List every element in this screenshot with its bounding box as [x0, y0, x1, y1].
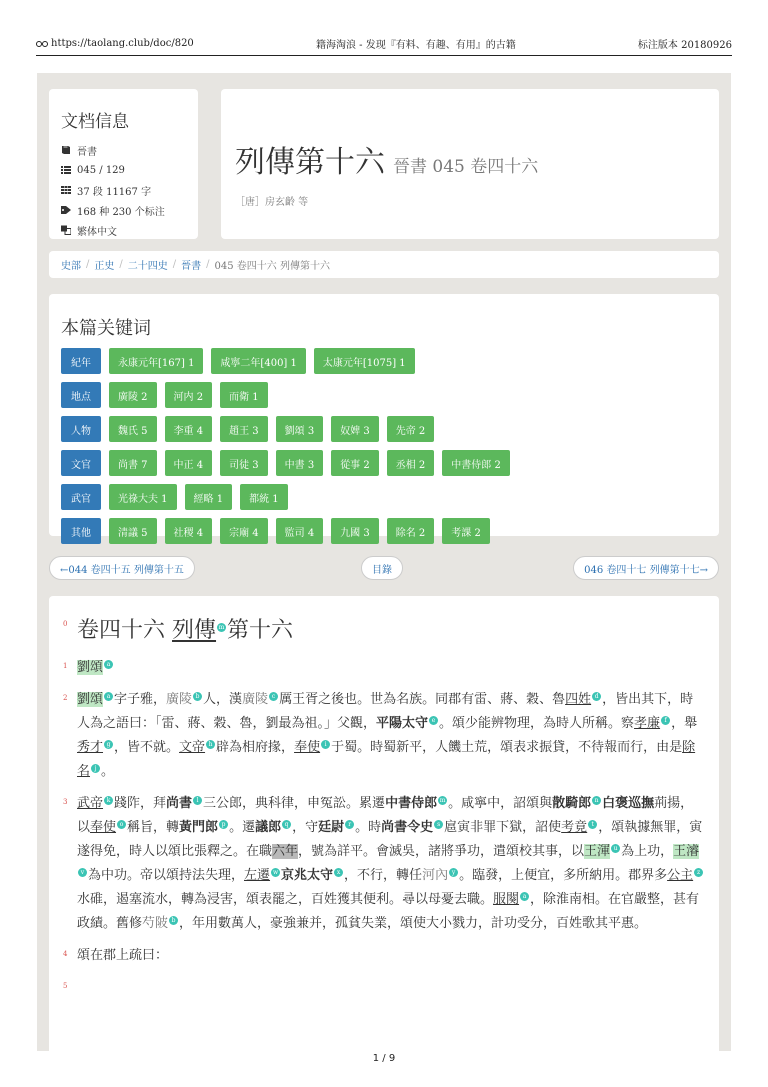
annotation-marker[interactable]: f [661, 716, 670, 725]
text-segment: 。咸寧中，詔頌與 [448, 796, 553, 811]
annotation-marker[interactable]: o [117, 820, 126, 829]
paragraph-3 [63, 792, 705, 936]
keyword-tag[interactable]: 光祿大夫 1 [109, 484, 177, 510]
doc-title-card [221, 89, 719, 239]
keyword-category-label: 武官 [61, 484, 101, 510]
keyword-row [61, 518, 707, 544]
print-header [36, 36, 732, 56]
list-icon [61, 165, 71, 175]
text-segment: ，皆不就。 [114, 740, 180, 755]
keyword-tag[interactable]: 奴婢 3 [331, 416, 379, 442]
text-segment: 辟為相府掾， [216, 740, 295, 755]
annotation-marker[interactable]: b [193, 692, 202, 701]
chapter-heading-number: 第十六 [227, 618, 294, 643]
keyword-row [61, 348, 707, 374]
text-segment: 。臨發，上便宜，多所納用。郡界多 [459, 868, 668, 883]
keyword-tag[interactable]: 經略 1 [185, 484, 233, 510]
keyword-tag[interactable]: 除名 2 [387, 518, 435, 544]
grid-icon [61, 185, 71, 195]
keyword-tag[interactable]: 太康元年[1075] 1 [314, 348, 415, 374]
annotation-marker[interactable]: k [104, 796, 113, 805]
text-segment: 為中功。帝以頌持法失理， [88, 868, 245, 883]
info-language-text: 繁体中文 [77, 226, 117, 238]
annotation-marker[interactable]: m [218, 623, 225, 631]
annotation-marker[interactable]: a [104, 692, 113, 701]
site-title: 籍海淘浪 - 发现『有料、有趣、有用』的古籍 [315, 40, 516, 51]
annotation-marker[interactable]: e [429, 716, 438, 725]
office-term[interactable]: 尚書 [166, 796, 193, 811]
info-row-stats [61, 180, 186, 200]
url-label: https://taolang.club/doc/820 [51, 38, 194, 49]
paragraph-2 [63, 688, 705, 784]
keyword-tag[interactable]: 從事 2 [331, 450, 379, 476]
term[interactable]: 服闋 [493, 892, 520, 907]
keywords-title: 本篇关键词 [61, 318, 151, 339]
place-term[interactable]: 芍陂 [142, 916, 169, 931]
term[interactable]: 武帝 [77, 796, 104, 811]
info-row-book [61, 140, 186, 160]
keyword-tag[interactable]: 中正 4 [165, 450, 213, 476]
keyword-tag[interactable]: 中書 3 [276, 450, 324, 476]
annotation-marker[interactable]: m [439, 796, 446, 804]
paragraph-number: 3 [63, 798, 68, 806]
annotation-marker[interactable]: h [206, 740, 215, 749]
keyword-tag[interactable]: 河内 2 [165, 382, 213, 408]
term[interactable]: 奉使 [90, 820, 117, 835]
annotation-marker[interactable]: q [282, 820, 291, 829]
paragraph-number: 2 [63, 694, 68, 702]
text-segment: 荊揚，以 [77, 796, 694, 835]
annotation-marker[interactable]: l [193, 796, 202, 805]
text-segment: ，守 [292, 820, 319, 835]
keyword-tag[interactable]: 先帝 2 [387, 416, 435, 442]
breadcrumb-separator: / [206, 259, 210, 270]
text-segment: 。頌少能辨物理，為時人所稱。察 [439, 716, 635, 731]
keyword-row [61, 382, 707, 408]
office-term[interactable]: 京兆太守 [281, 868, 334, 883]
tags-icon [61, 205, 71, 215]
next-chapter-button[interactable]: 046 卷四十七 列傳第十七→ [573, 556, 719, 580]
paragraph-1 [63, 656, 705, 680]
book-icon [61, 145, 71, 155]
annotation-marker[interactable]: t [588, 820, 597, 829]
annotation-marker[interactable]: s [434, 820, 443, 829]
annotation-marker[interactable]: w [272, 868, 279, 876]
language-icon [61, 225, 71, 235]
paragraph-number: 0 [63, 620, 68, 628]
text-segment: ，除淮南相。在官嚴整，甚有政績。舊修 [77, 892, 700, 931]
term[interactable]: 孝廉 [634, 716, 661, 731]
keyword-tag[interactable]: 尚書 7 [109, 450, 157, 476]
annotation-marker[interactable]: y [449, 868, 458, 877]
office-term[interactable]: 廷尉 [318, 820, 345, 835]
office-term[interactable]: 黃門郎 [179, 820, 219, 835]
page-title: 列傳第十六 [235, 145, 385, 180]
text-segment: 白褒巡撫 [602, 796, 655, 811]
paragraph-text [77, 656, 114, 680]
paragraph-5 [63, 976, 705, 990]
text-segment: 扈寅非罪下獄，詔使 [444, 820, 562, 835]
keyword-tag[interactable]: 九國 3 [331, 518, 379, 544]
text-segment: 字子雅， [114, 692, 167, 707]
annotation-marker[interactable]: j [91, 764, 100, 773]
link-icon [36, 41, 48, 47]
paragraph-text: 頌在郡上疏曰： [77, 948, 169, 963]
date-term[interactable]: 六年 [272, 844, 299, 859]
text-segment: 。遷 [229, 820, 256, 835]
breadcrumb-separator: / [119, 259, 123, 270]
paragraph-number: 1 [63, 662, 68, 670]
keyword-tag[interactable]: 考課 2 [442, 518, 490, 544]
text-segment: ，皆出其下，時人為之語曰：「雷、蔣、穀、魯，劉最為祖。」父觀， [77, 692, 694, 731]
person-term[interactable]: 王濬 [673, 844, 700, 859]
info-index-text: 045 / 129 [77, 164, 125, 176]
annotation-marker[interactable]: n [592, 796, 601, 805]
paragraph-4 [63, 944, 705, 968]
term[interactable]: 四姓 [565, 692, 592, 707]
office-term[interactable]: 散騎郎 [552, 796, 592, 811]
annotation-marker[interactable]: a [520, 892, 529, 901]
prev-chapter-button[interactable]: ←044 卷四十五 列傳第十五 [49, 556, 195, 580]
term[interactable]: 秀才 [77, 740, 104, 755]
paragraph-0 [63, 614, 705, 648]
page-subtitle: 晉書 045 卷四十六 [393, 157, 539, 177]
breadcrumb-item-jinshu[interactable]: 晉書 [181, 261, 202, 272]
toc-button[interactable]: 目錄 [361, 556, 403, 580]
annotation-marker[interactable]: d [592, 692, 601, 701]
page-background [37, 73, 731, 1051]
office-term[interactable]: 議郎 [255, 820, 282, 835]
annotation-marker[interactable]: v [78, 868, 87, 877]
person-term[interactable]: 劉頌 [77, 660, 104, 675]
text-card [49, 596, 719, 1051]
keyword-category-label: 其他 [61, 518, 101, 544]
breadcrumb-current: 045 卷四十六 列傳第十六 [214, 261, 330, 272]
keyword-tag[interactable]: 宗廟 4 [220, 518, 268, 544]
text-segment: ，不行，轉任 [344, 868, 423, 883]
annotation-marker[interactable]: b [169, 916, 178, 925]
url-text[interactable] [36, 38, 194, 49]
annotation-marker[interactable]: r [345, 820, 354, 829]
office-term[interactable]: 中書侍郎 [385, 796, 438, 811]
keyword-tag[interactable]: 李重 4 [165, 416, 213, 442]
keyword-tag[interactable]: 魏氏 5 [109, 416, 157, 442]
info-row-language [61, 220, 186, 240]
text-segment: ，舉 [671, 716, 698, 731]
person-term[interactable]: 劉頌 [77, 692, 104, 707]
info-tags-text: 168 种 230 个标注 [77, 206, 165, 218]
page-number: 1 / 9 [372, 1053, 396, 1064]
paragraph-text [77, 792, 705, 936]
keyword-row [61, 484, 707, 510]
doc-info-title: 文档信息 [61, 112, 129, 132]
keyword-tag[interactable]: 廣陵 2 [109, 382, 157, 408]
keyword-tag[interactable]: 社稷 4 [165, 518, 213, 544]
text-segment: 于蜀。時蜀新平，人饑土荒，頌表求振貸，不待報而行，由是 [331, 740, 683, 755]
info-stats-text: 37 段 11167 字 [77, 186, 152, 198]
office-term[interactable]: 尚書令史 [381, 820, 434, 835]
text-segment: 踐阼，拜 [114, 796, 167, 811]
annotation-marker[interactable]: c [269, 692, 278, 701]
breadcrumb [49, 251, 719, 278]
info-book-text: 晉書 [77, 146, 97, 158]
keyword-tag[interactable]: 司徒 3 [220, 450, 268, 476]
paragraph-text [77, 688, 705, 784]
breadcrumb-separator: / [172, 259, 177, 270]
term[interactable]: 公主 [667, 868, 694, 883]
chapter-heading [77, 614, 293, 648]
place-term[interactable]: 廣陵 [166, 692, 193, 707]
keyword-row [61, 416, 707, 442]
keyword-tag[interactable]: 而衛 1 [220, 382, 268, 408]
keyword-tag[interactable]: 趙王 3 [220, 416, 268, 442]
version-label: 标注版本 20180926 [637, 40, 732, 51]
doc-info-card [49, 89, 198, 239]
keywords-card [49, 294, 719, 539]
term[interactable]: 文帝 [179, 740, 206, 755]
text-segment: 三公郎，典科律，申冤訟。累遷 [203, 796, 386, 811]
keyword-tag[interactable]: 丞相 2 [387, 450, 435, 476]
office-term[interactable]: 平陽太守 [376, 716, 429, 731]
text-segment: 。時 [355, 820, 382, 835]
keyword-tag[interactable]: 劉頌 3 [276, 416, 324, 442]
text-segment: ，號為詳平。會滅吳，諸將爭功，遣頌校其事，以 [298, 844, 585, 859]
keyword-tag[interactable]: 永康元年[167] 1 [109, 348, 203, 374]
place-term[interactable]: 廣陵 [242, 692, 269, 707]
text-segment: ，頌執據無罪，寅遂得免，時人以頌比張釋之。在職 [77, 820, 703, 859]
keyword-tag[interactable]: 監司 4 [276, 518, 324, 544]
paragraph-number: 5 [63, 982, 68, 990]
chapter-heading-volume: 卷四十六 [77, 618, 166, 643]
breadcrumb-item-ershisishi[interactable]: 二十四史 [127, 261, 168, 272]
term[interactable]: 考竟 [561, 820, 588, 835]
annotation-marker[interactable]: g [104, 740, 113, 749]
annotation-marker[interactable]: u [611, 844, 620, 853]
author-label: ［唐］房玄齡 等 [235, 197, 309, 208]
annotation-marker[interactable]: z [694, 868, 703, 877]
text-segment: 稱旨，轉 [127, 820, 180, 835]
chapter-heading-term[interactable]: 列傳 [172, 618, 217, 643]
annotation-marker[interactable]: a [104, 660, 113, 669]
text-segment: 人，漢 [203, 692, 243, 707]
text-segment: 厲王胥之後也。世為名族。同郡有雷、蔣、穀、魯 [279, 692, 566, 707]
annotation-marker[interactable]: p [219, 820, 228, 829]
keyword-tag[interactable]: 中書侍郎 2 [442, 450, 510, 476]
info-row-tags [61, 200, 186, 220]
paragraph-number: 4 [63, 950, 68, 958]
title-line [235, 137, 705, 181]
text-segment: 水碓，遏塞流水，轉為浸害，頌表罷之，百姓獲其便利。尋以母憂去職。 [77, 892, 494, 907]
place-term[interactable]: 河內 [422, 868, 449, 883]
annotation-marker[interactable]: x [334, 868, 343, 877]
info-row-index [61, 160, 186, 180]
keyword-category-label: 地点 [61, 382, 101, 408]
keyword-category-label: 紀年 [61, 348, 101, 374]
keyword-tag[interactable]: 都統 1 [240, 484, 288, 510]
keyword-tag[interactable]: 清議 5 [109, 518, 157, 544]
text-segment: 。 [101, 764, 115, 779]
keyword-row [61, 450, 707, 476]
text-segment: ，年用數萬人，豪強兼并，孤貧失業，頌使大小戮力，計功受分，百姓歌其平惠。 [179, 916, 648, 931]
term[interactable]: 左遷 [244, 868, 271, 883]
person-term[interactable]: 王渾 [584, 844, 611, 859]
text-segment: 為上功， [621, 844, 674, 859]
term[interactable]: 奉使 [294, 740, 321, 755]
keyword-category-label: 文官 [61, 450, 101, 476]
term[interactable]: 除名 [77, 740, 696, 779]
keyword-tag[interactable]: 咸寧二年[400] 1 [211, 348, 305, 374]
breadcrumb-item-shibu[interactable]: 史部 [61, 261, 81, 272]
breadcrumb-separator: / [86, 259, 90, 270]
annotation-marker[interactable]: i [321, 740, 330, 749]
keywords-rows [61, 348, 707, 544]
breadcrumb-item-zhengshi[interactable]: 正史 [94, 261, 115, 272]
keyword-category-label: 人物 [61, 416, 101, 442]
